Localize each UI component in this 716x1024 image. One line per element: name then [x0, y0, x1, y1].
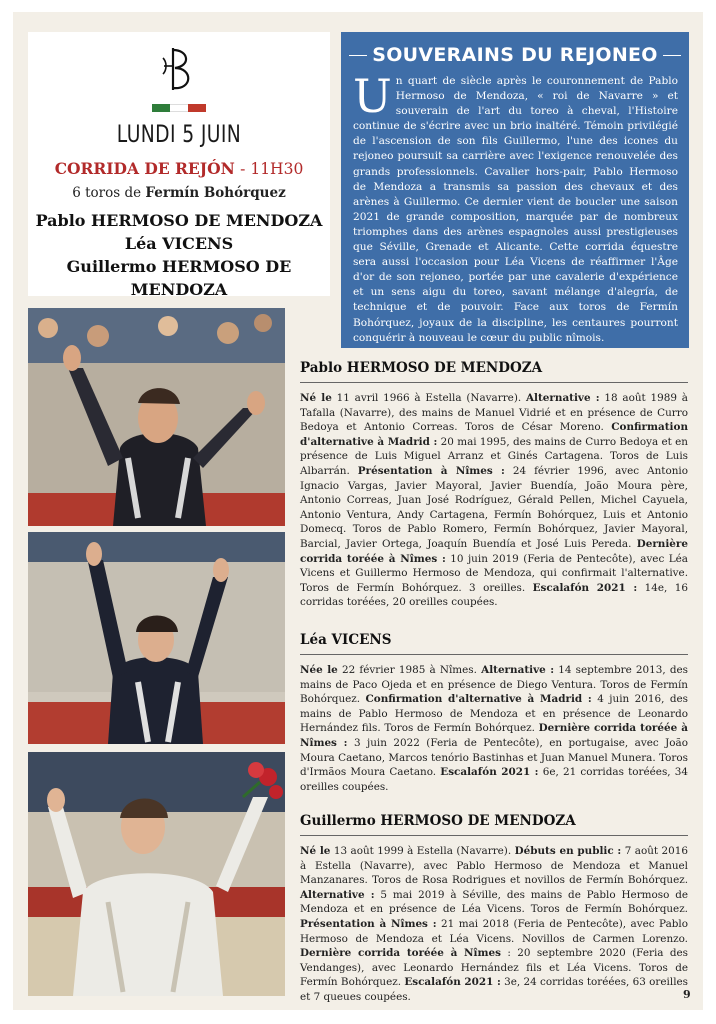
bio-label: Présentation à Nîmes :: [300, 917, 437, 930]
bio-value: 18 août 1989 à Tafalla (Navarre), des mains de Manuel Vidrié et en présence de Curro Bedoya et Antonio Correas. Toros de César Moreno.: [300, 392, 688, 434]
bio-label: Alternative :: [526, 392, 600, 404]
bio-heading: Pablo HERMOSO DE MENDOZA: [300, 360, 688, 383]
bio-value: 10 juin 2019 (Feria de Pentecôte), avec Léa Vicens et Guillermo Hermoso de Mendoza, qui confirmait l'alternative. Toros de Fermín Bohórquez. 3 oreilles.: [300, 552, 688, 594]
bio-label: Dernière corrida toréée à Nîmes :: [300, 537, 688, 565]
bio-value: 3e, 24 corridas toréées, 63 oreilles et 7 queues coupées.: [300, 976, 688, 1003]
rider-name: Pablo HERMOSO DE MENDOZA: [35, 211, 323, 230]
bio-pablo-hermoso: [300, 360, 688, 610]
riders-list: [28, 209, 330, 301]
article-dropcap: U: [353, 69, 392, 123]
bio-value: 6e, 21 corridas toréées, 34 oreilles coupées.: [300, 766, 688, 793]
bio-label: Confirmation d'alternative à Madrid :: [300, 421, 688, 448]
bio-value: 4 juin 2016, des mains de Pablo Hermoso de Mendoza et en présence de Leonardo Hernández fils. Toros de Fermín Bohórquez.: [300, 693, 688, 735]
article-box: [341, 32, 689, 348]
corrida-time: - 11H30: [240, 160, 304, 178]
bio-label: Née le: [300, 664, 338, 676]
article-body: [353, 69, 678, 346]
page-number: 9: [683, 988, 691, 1001]
bio-text: [300, 663, 688, 794]
article-title: SOUVERAINS DU REJONEO: [372, 44, 658, 66]
arena-logo-icon: [161, 44, 197, 94]
toros-line: [28, 185, 330, 201]
bio-text: [300, 391, 688, 610]
andalusia-flag-stripe: [152, 104, 206, 112]
bio-value: 22 février 1985 à Nîmes.: [337, 664, 482, 676]
bio-label: Dernière corrida toréée à Nîmes: [300, 947, 501, 960]
bio-value: 5 mai 2019 à Séville, des mains de Pablo Hermoso de Mendoza et en présence de Léa Vicens. Toros de Fermín Bohórquez.: [300, 888, 688, 916]
bio-value: 3 juin 2022 (Feria de Pentecôte), en portugaise, avec João Moura Caetano, Marcos tenório Bastinhas et Juan Manuel Munera. Toros d'Irmãos Moura Caetano.: [300, 736, 688, 779]
corrida-heading: [28, 159, 330, 178]
bio-label: Né le: [300, 392, 332, 404]
title-rule-right: [663, 55, 681, 56]
corrida-title: CORRIDA DE REJÓN: [54, 159, 235, 178]
rider-name: Guillermo HERMOSO DE MENDOZA: [66, 257, 292, 299]
bio-value: : 20 septembre 2020 (Feria des Vendanges), avec Leonardo Hernández fils et Léa Vicens. Toros de Fermín Bohórquez.: [300, 947, 688, 989]
bio-label: Dernière corrida toréée à Nîmes :: [300, 722, 688, 749]
bio-heading: Léa VICENS: [300, 632, 688, 655]
bio-value: 14e, 16 corridas toréées, 20 oreilles coupées.: [300, 581, 688, 609]
bio-guillermo-hermoso: [300, 813, 688, 1005]
rider-name: Léa VICENS: [124, 234, 234, 253]
bio-label: Escalafón 2021 :: [404, 976, 501, 989]
photo-lea-vicens: [28, 532, 285, 744]
toros-breeder: Fermín Bohórquez: [145, 185, 286, 201]
bio-label: Escalafón 2021 :: [532, 581, 638, 594]
article-title-row: [341, 44, 689, 66]
bio-label: Alternative :: [481, 664, 555, 676]
toros-prefix: 6 toros de: [72, 185, 146, 201]
bio-lea-vicens: [300, 632, 688, 794]
bio-value: 21 mai 2018 (Feria de Pentecôte), avec Pablo Hermoso de Mendoza et Léa Vicens. Novillos de Carmen Lorenzo.: [300, 917, 688, 945]
bio-label: Débuts en public :: [514, 845, 622, 857]
bio-value: 13 août 1999 à Estella (Navarre).: [330, 845, 515, 857]
bio-label: Confirmation d'alternative à Madrid :: [365, 693, 592, 706]
bio-label: Présentation à Nîmes :: [357, 464, 505, 477]
bio-label: Alternative :: [300, 888, 375, 901]
photo-guillermo-hermoso: [28, 752, 285, 996]
title-rule-left: [349, 55, 367, 56]
bio-text: [300, 844, 688, 1005]
bio-value: 14 septembre 2013, des mains de Paco Ojeda et en présence de Diego Ventura. Toros de Fermín Bohórquez.: [300, 664, 689, 706]
bio-label: Escalafón 2021 :: [440, 766, 539, 779]
bio-value: 7 août 2016 à Estella (Navarre), avec Pablo Hermoso de Mendoza et Manuel Manzanares. Toros de Rosa Rodrigues et novillos de Fermín Bohórquez.: [300, 845, 688, 887]
bio-value: 24 février 1996, avec Antonio Ignacio Vargas, Javier Mayoral, Javier Buendía, João Moura père, Antonio Correas, Juan José Rodríguez, Gérald Pellen, Michel Cayuela, Antonio Ventura, Andy Cartagena, Fermín Bohórquez, Luis et Antonio Domecq. Toros de Pablo Romero, Fermín Bohórquez, Javier Mayoral, Barcial, Javier Ortega, Joaquín Buendía et José Luis Pereda.: [300, 464, 689, 550]
bio-label: Né le: [300, 845, 331, 857]
photo-pablo-hermoso: [28, 308, 285, 526]
bio-heading: Guillermo HERMOSO DE MENDOZA: [300, 813, 688, 836]
bio-value: 20 mai 1995, des mains de Curro Bedoya et en présence de Luis Miguel Arranz et Ginés Cartagena. Toros de Luis Albarrán.: [300, 435, 688, 477]
event-date: LUNDI 5 JUIN: [116, 120, 242, 148]
article-text: n quart de siècle après le couronnement de Pablo Hermoso de Mendoza, « roi de Navarre » et souverain de l'art du toreo à cheval, l'Histoire continue de s'écrire avec un brio inaltéré. Témoin privilégié de l'ascension de son fils Guillermo, l'une des icones du rejoneo poursuit sa carrière avec l'exigence renouvelée des grands professionnels. Cavalier hors-pair, Pablo Hermoso de Mendoza a transmis sa passion des chevaux et des arènes à Guillermo. Ce dernier vient de boucler une saison 2021 de grande composition, marquée par de nombreux triomphes dans des arènes espagnoles aussi prestigieuses que Séville, Grenade et Alicante. Cette corrida équestre sera aussi l'occasion pour Léa Vicens de réaffirmer l'Âge d'or de son rejoneo, portée par une cavalerie d'expérience et un sens aigu du toreo, savant mélange d'alegría, de technique et de pouvoir. Face aux toros de Fermín Bohórquez, joyaux de la discipline, les centaures pourront conquérir à nouveau le cœur du public nîmois.: [353, 75, 678, 344]
bio-value: 11 avril 1966 à Estella (Navarre).: [331, 392, 526, 404]
event-card: [28, 32, 330, 299]
